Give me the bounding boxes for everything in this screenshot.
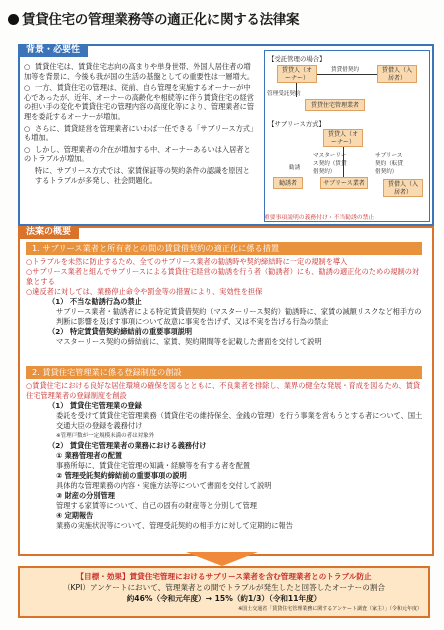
tenant-box: 賃借人（入居者） — [377, 65, 417, 83]
background-section — [18, 44, 434, 226]
page-title: 賃貸住宅の管理業務等の適正化に関する法律案 — [8, 8, 436, 28]
item-3: ③ 財産の分別管理 — [56, 491, 115, 500]
sub-contract-label: サブリース契約（転貸借契約） — [375, 153, 403, 175]
measures-tab: 法案の概要 — [18, 226, 79, 239]
target-line-1: 【目標・効果】賃貸住宅管理におけるサブリース業者を含む管理業者とのトラブル防止 — [76, 572, 372, 581]
bullet-icon — [8, 14, 19, 25]
bullet-1: ○トラブルを未然に防止するため、全てのサブリース業者の勧誘時や契約締結時に一定の規制を導入 — [26, 257, 348, 266]
bullet-2: ○サブリース業者と組んでサブリースによる賃貸住宅経営の勧誘を行う者（勧誘者）にも、勧誘の適正化のための規制の対象とする — [26, 267, 420, 286]
target-box — [18, 566, 430, 618]
structure-diagram — [264, 50, 430, 222]
background-text — [24, 62, 254, 187]
background-p3: ○ さらに、賃貸経営を管理業者にいわば一任できる「サブリース方式」も増加。 — [24, 123, 254, 143]
diagram-caption: 重要事項説明の義務付け・不当勧誘の禁止 — [264, 215, 375, 221]
bullet-3: ○違反者に対しては、業務停止命令や罰金等の措置により、実効性を担保 — [26, 287, 263, 296]
background-p4: ○ しかし、管理業者の介在が増加する中、オーナーあるいは入居者とのトラブルが増加。 — [24, 144, 251, 164]
background-p2: ○ 一方、賃貸住宅の管理は、従前、自ら管理を実施するオーナーが中心であったが、近年、オーナーの高齢化や相続等に伴う賃貸住宅の経営の担い手の変化や賃貸住宅の管理内容の高度化等により、管理業者に管理を委託するオーナーが増加。 — [24, 83, 255, 121]
down-arrow-icon — [186, 552, 258, 566]
broker-box: 勧誘者 — [273, 177, 303, 189]
background-tab: 背景・必要性 — [18, 44, 88, 57]
sub-note-3: ※管理戸数が一定規模未満の者は対象外 — [56, 433, 155, 439]
background-p5: 特に、サブリース方式では、家賃保証等の契約条件の認識を原因とするトラブルが多発し、社会問題化。 — [35, 165, 250, 185]
entrust-label: 【受託管理の場合】 — [268, 55, 326, 63]
sublease-label: 【サブリース方式】 — [268, 120, 325, 128]
mgmt-company-box: 賃貸住宅管理業者 — [305, 99, 365, 111]
owner2-box: 賃貸人（オーナー） — [323, 129, 363, 147]
measures-section — [18, 226, 434, 556]
measure-1-body — [26, 257, 426, 347]
lease-label: 賃貸借契約 — [331, 67, 359, 73]
item-1-text: 事務所毎に、賃貸住宅管理の知識・経験等を有する者を配置 — [56, 461, 251, 470]
item-1: ① 業務管理者の配置 — [56, 451, 123, 460]
sub-heading-3: （1） 賃貸住宅管理業の登録 — [48, 401, 142, 410]
bullet-4: ○賃貸住宅における良好な居住環境の確保を図るとともに、不良業者を排除し、業界の健全な発展・育成を図るため、賃貸住宅管理業者の登録制度を創設 — [26, 381, 421, 400]
target-line-2: （KPI）アンケートにおいて、管理業者との間でトラブルが発生したと回答したオーナーの割合 — [62, 583, 386, 592]
measure-heading-2: 2. 賃貸住宅管理業に係る登録制度の創設 — [26, 366, 422, 379]
target-source: ※国土交通省「賃貸住宅管理業務に関するアンケート調査（家主）」（令和元年度） — [238, 606, 422, 612]
sub-text-1: サブリース業者・勧誘者による特定賃貸借契約（マスターリース契約）勧誘時に、家賃の減額リスクなど相手方の判断に影響を及ぼす事項について故意に事実を告げず、又は不実を告げる行為の禁止 — [56, 307, 422, 326]
item-2: ② 管理受託契約締結前の重要事項の説明 — [56, 471, 187, 480]
measure-heading-1: 1. サブリース業者と所有者との間の賃貸借契約の適正化に係る措置 — [26, 242, 422, 255]
tenant2-box: 賃借人（入居者） — [383, 179, 423, 197]
owner-box: 賃貸人（オーナー） — [277, 65, 317, 83]
mgmt-contract-label: 管理受託契約 — [267, 91, 301, 97]
sub-text-3: 委託を受けて賃貸住宅管理業務（賃貸住宅の維持保全、金銭の管理）を行う事業を営もうとする者について、国土交通大臣の登録を義務付け — [56, 411, 423, 430]
measure-2-body — [26, 381, 426, 531]
background-p1: ○ 賃貸住宅は、賃貸住宅志向の高まりや単身世帯、外国人居住者の増加等を背景に、今後も我が国の生活の基盤としての重要性は一層増大。 — [24, 62, 255, 81]
solicit-label: 勧誘 — [289, 165, 301, 171]
item-3-text: 管理する家賃等について、自己の固有の財産等と分別して管理 — [56, 501, 257, 510]
sub-heading-1: （1） 不当な勧誘行為の禁止 — [48, 297, 142, 306]
sub-heading-2: （2） 特定賃貸借契約締結前の重要事項説明 — [48, 327, 193, 336]
sub-heading-4: （2） 賃貸住宅管理業者の業務における義務付け — [48, 441, 207, 450]
item-4: ④ 定期報告 — [56, 511, 94, 520]
item-4-text: 業務の実施状況等について、管理受託契約の相手方に対して定期的に報告 — [56, 521, 293, 530]
lease-line — [317, 74, 377, 75]
sublease-co-box: サブリース業者 — [320, 177, 368, 189]
master-label: マスターリース契約（賃貸借契約） — [313, 153, 347, 175]
item-2-text: 具体的な管理業務の内容・実施方法等について書面を交付して説明 — [56, 481, 272, 490]
target-line-3: 約46%（令和元年度）→ 15%（約1/3）（令和11年度） — [126, 594, 322, 603]
sub-text-2: マスターリース契約の締結前に、家賃、契約期間等を記載した書面を交付して説明 — [56, 337, 322, 346]
